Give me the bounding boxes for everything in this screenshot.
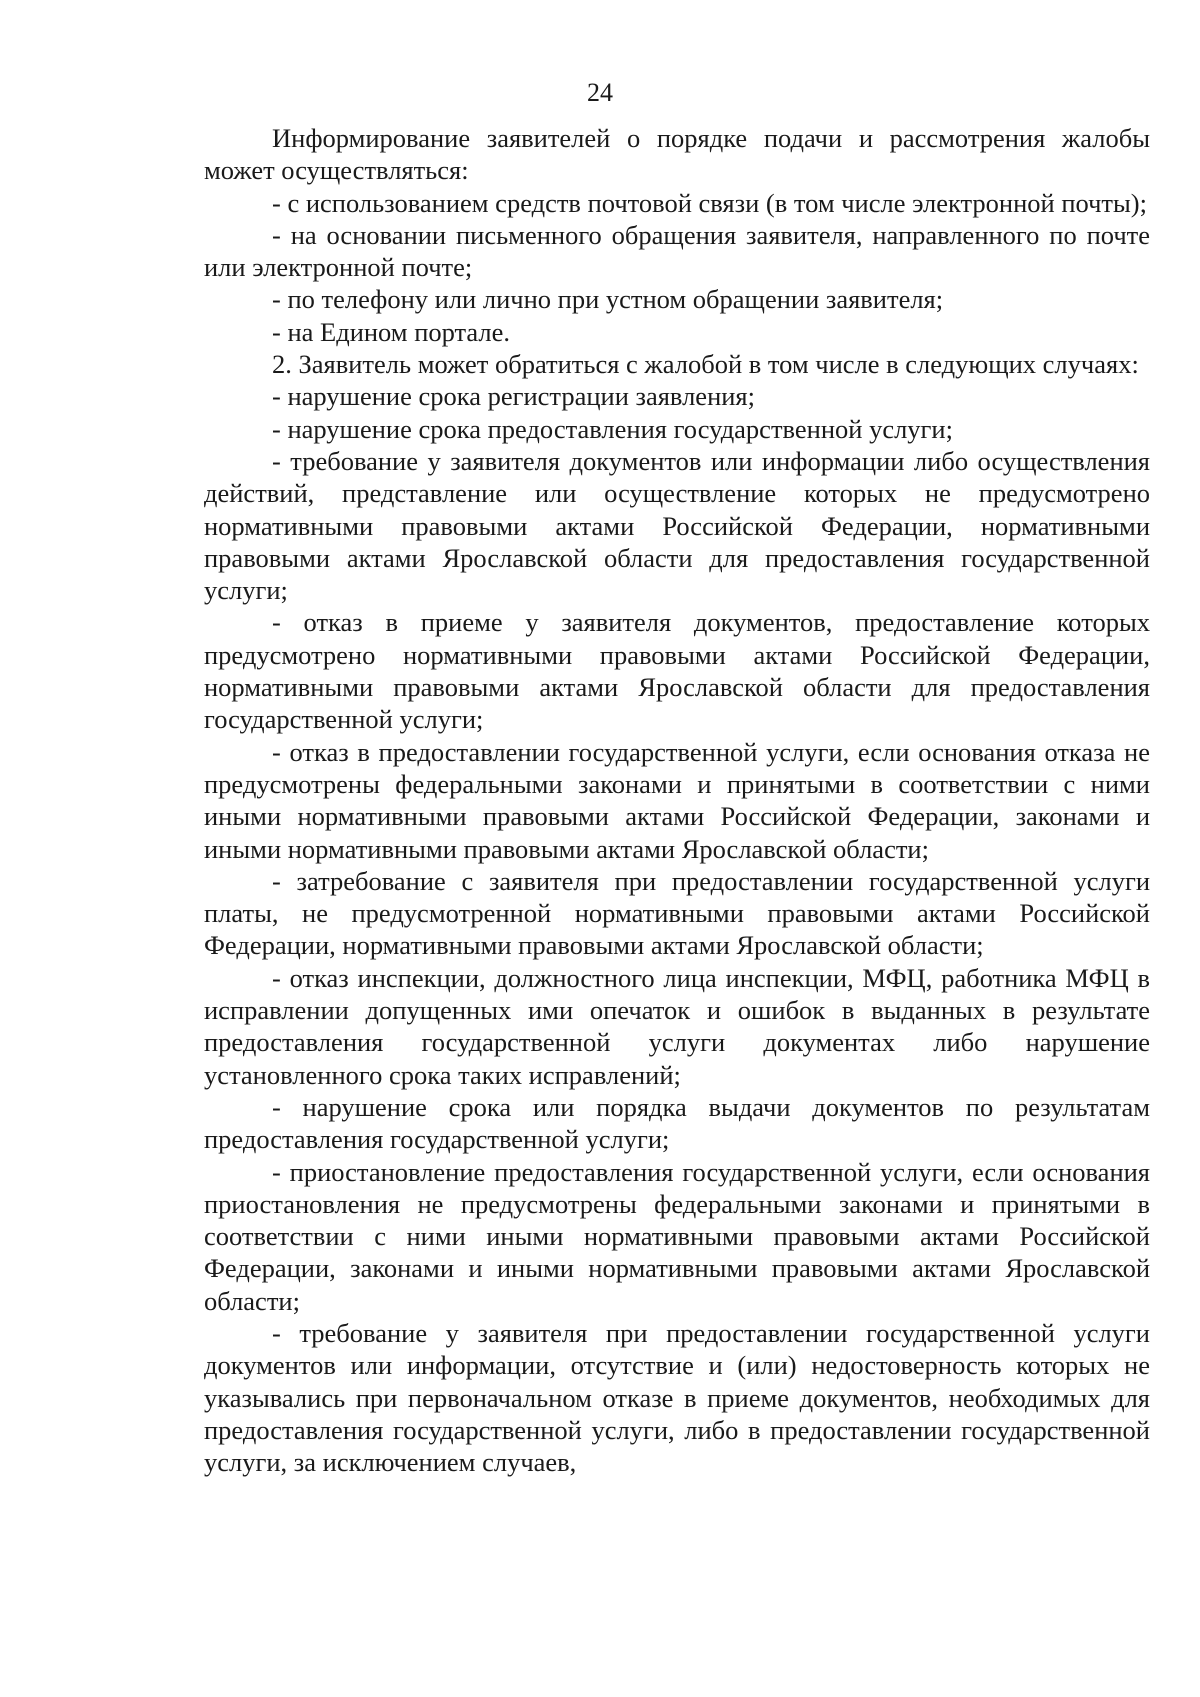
paragraph-section-2: 2. Заявитель может обратиться с жалобой в том числе в следующих случаях: xyxy=(272,349,1139,380)
list-item-correction-refusal: - отказ инспекции, должностного лица инспекции, МФЦ, работника МФЦ в исправлении допущенных ими опечаток и ошибок в выданных в результате предоставления государственной услуги документах либо нарушение установленного срока таких исправлений; xyxy=(204,962,1150,1090)
document-body xyxy=(204,122,1150,1478)
list-item-registration-term: - нарушение срока регистрации заявления; xyxy=(272,381,755,412)
paragraph-intro: Информирование заявителей о порядке подачи и рассмотрения жалобы может осуществляться: xyxy=(204,123,1150,186)
list-item-suspension: - приостановление предоставления государственной услуги, если основания приостановления не предусмотрены федеральными законами и принятыми в соответствии с ними иными нормативными правовыми актами Российской Федерации, законами и иными нормативными правовыми актами Ярославской области; xyxy=(204,1156,1150,1316)
list-item-fee-demand: - затребование с заявителя при предоставлении государственной услуги платы, не предусмотренной нормативными правовыми актами Российской Федерации, нормативными правовыми актами Ярославской области; xyxy=(204,865,1150,961)
list-item-unlisted-documents: - требование у заявителя при предоставлении государственной услуги документов или информации, отсутствие и (или) недостоверность которых не указывались при первоначальном отказе в приеме документов, необходимых для предоставления государственной услуги, либо в предоставлении государственной услуги, за исключением случаев, xyxy=(204,1317,1150,1478)
list-item-acceptance-refusal: - отказ в приеме у заявителя документов, предоставление которых предусмотрено нормативными правовыми актами Российской Федерации, нормативными правовыми актами Ярославской области для предоставления государственной услуги; xyxy=(204,607,1150,735)
list-item-issuance-violation: - нарушение срока или порядка выдачи документов по результатам предоставления государственной услуги; xyxy=(204,1091,1150,1155)
list-item-service-term: - нарушение срока предоставления государственной услуги; xyxy=(272,413,953,444)
list-item-written-appeal: - на основании письменного обращения заявителя, направленного по почте или электронной почте; xyxy=(204,219,1150,283)
list-item-postal: - с использованием средств почтовой связи (в том числе электронной почты); xyxy=(272,187,1147,218)
list-item-portal: - на Едином портале. xyxy=(272,316,511,347)
list-item-service-refusal: - отказ в предоставлении государственной услуги, если основания отказа не предусмотрены федеральными законами и принятыми в соответствии с ними иными нормативными правовыми актами Российской Федерации, законами и иными нормативными правовыми актами Ярославской области; xyxy=(204,736,1150,864)
list-item-phone: - по телефону или лично при устном обращении заявителя; xyxy=(272,284,944,315)
page-number: 24 xyxy=(587,78,613,107)
list-item-document-requirement: - требование у заявителя документов или информации либо осуществления действий, представление или осуществление которых не предусмотрено нормативными правовыми актами Российской Федерации, нормативными правовыми актами Ярославской области для предоставления государственной услуги; xyxy=(204,445,1150,606)
